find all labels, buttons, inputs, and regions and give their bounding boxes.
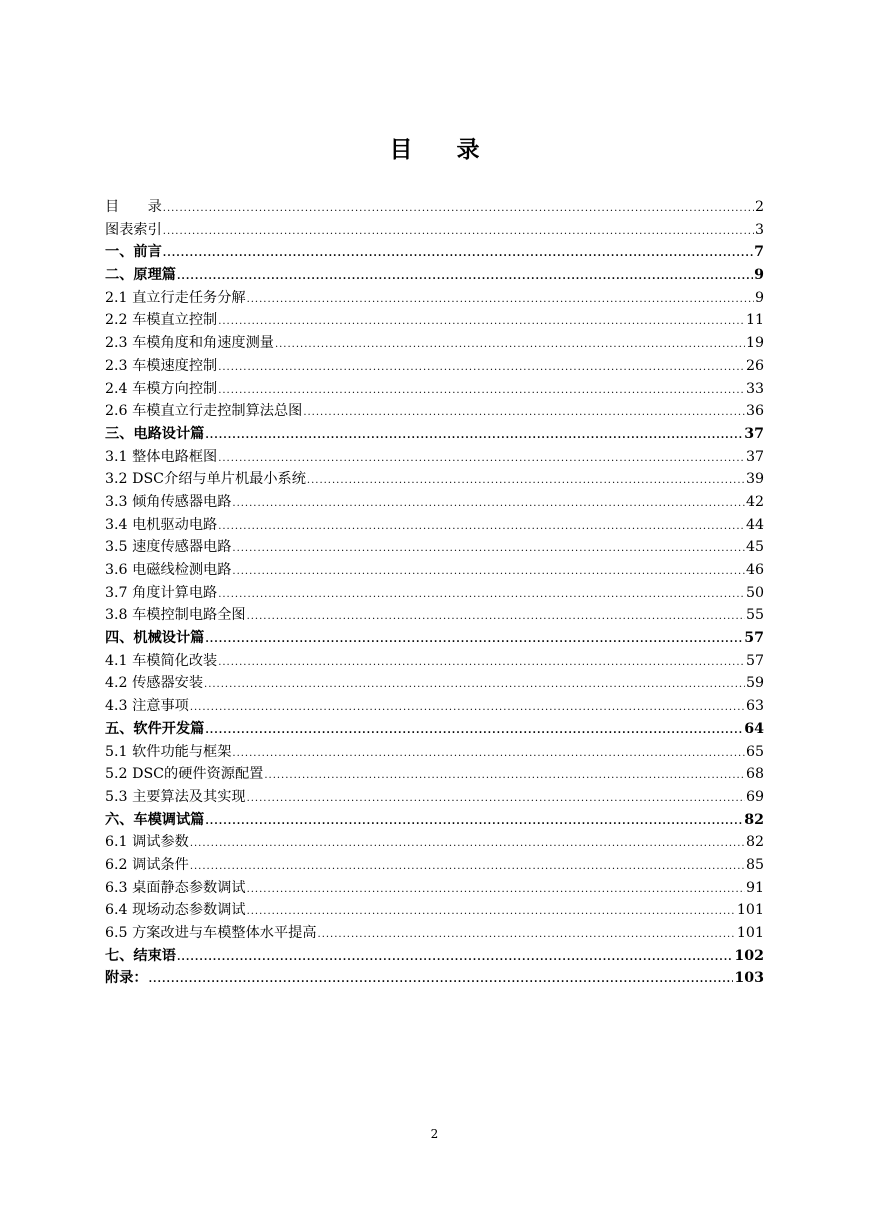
- toc-entry-label: 图表索引: [105, 221, 162, 238]
- toc-entry[interactable]: [105, 332, 764, 355]
- toc-leader-dots: [218, 448, 745, 471]
- toc-entry-label: 6.4 现场动态参数调试: [105, 902, 246, 919]
- toc-entry[interactable]: [105, 604, 764, 627]
- toc-entry[interactable]: [105, 309, 764, 332]
- toc-entry-page: 57: [745, 652, 764, 669]
- toc-entry-label: 四、机械设计篇: [105, 630, 205, 647]
- toc-entry-page: 39: [745, 471, 764, 488]
- page-number: 2: [430, 1127, 439, 1141]
- toc-entry-page: 9: [754, 289, 764, 306]
- toc-entry-label: 6.3 桌面静态参数调试: [105, 879, 246, 896]
- toc-leader-dots: [190, 833, 745, 856]
- toc-leader-dots: [190, 697, 745, 720]
- toc-entry-label: 4.3 注意事项: [105, 698, 189, 715]
- toc-entry[interactable]: [105, 899, 764, 922]
- toc-entry-label: 4.1 车模简化改装: [105, 652, 218, 669]
- toc-entry-page: 101: [736, 902, 764, 919]
- toc-entry-label: 2.6 车模直立行走控制算法总图: [105, 403, 303, 420]
- toc-entry-page: 2: [754, 199, 764, 215]
- toc-entry-label: 6.5 方案改进与车模整体水平提高: [105, 925, 317, 941]
- toc-entry-label: 目 录: [105, 199, 162, 215]
- toc-entry[interactable]: [105, 219, 764, 242]
- toc-entry[interactable]: [105, 786, 764, 809]
- toc-entry[interactable]: [105, 241, 764, 264]
- toc-entry-label: 3.4 电机驱动电路: [105, 516, 218, 533]
- toc-leader-dots: [218, 584, 745, 607]
- toc-entry-label: 3.6 电磁线检测电路: [105, 562, 232, 578]
- toc-entry[interactable]: [105, 627, 764, 650]
- toc-entry-page: 42: [745, 493, 764, 510]
- toc-entry-label: 二、原理篇: [105, 267, 176, 284]
- toc-entry-page: 63: [745, 698, 764, 715]
- toc-entry-label: 3.8 车模控制电路全图: [105, 607, 246, 624]
- toc-leader-dots: [149, 969, 734, 992]
- toc-entry[interactable]: [105, 536, 764, 559]
- toc-entry[interactable]: [105, 559, 764, 582]
- toc-entry[interactable]: [105, 582, 764, 605]
- toc-entry-label: 一、前言: [105, 244, 162, 261]
- toc-entry-page: 102: [734, 947, 764, 964]
- toc-leader-dots: [163, 243, 753, 266]
- toc-entry-label: 附录：: [105, 970, 148, 987]
- toc-entry-label: 3.5 速度传感器电路: [105, 539, 232, 556]
- toc-entry[interactable]: [105, 491, 764, 514]
- toc-leader-dots: [205, 629, 743, 652]
- toc-entry[interactable]: [105, 718, 764, 741]
- toc-entry-page: 19: [745, 335, 764, 352]
- toc-entry-page: 9: [754, 267, 764, 284]
- page-title-char-1: 目: [389, 136, 413, 163]
- toc-entry[interactable]: [105, 695, 764, 718]
- toc-entry[interactable]: [105, 922, 764, 945]
- toc-entry[interactable]: [105, 809, 764, 832]
- toc-entry[interactable]: [105, 400, 764, 423]
- toc-entry[interactable]: [105, 945, 764, 968]
- toc-entry-page: 69: [745, 788, 764, 805]
- toc-entry-label: 五、软件开发篇: [105, 720, 205, 737]
- toc-entry[interactable]: [105, 355, 764, 378]
- toc-leader-dots: [190, 856, 745, 879]
- table-of-contents: [105, 196, 764, 990]
- toc-entry-label: 2.1 直立行走任务分解: [105, 289, 246, 306]
- toc-leader-dots: [218, 357, 745, 380]
- toc-entry-page: 11: [745, 312, 764, 329]
- toc-leader-dots: [247, 788, 745, 811]
- toc-leader-dots: [163, 221, 754, 244]
- toc-entry[interactable]: [105, 854, 764, 877]
- toc-entry-page: 7: [754, 244, 764, 261]
- toc-entry-page: 101: [736, 925, 764, 941]
- toc-entry-page: 103: [734, 970, 764, 987]
- toc-entry-label: 七、结束语: [105, 947, 176, 964]
- toc-entry-label: 六、车模调试篇: [105, 811, 205, 828]
- toc-entry[interactable]: [105, 446, 764, 469]
- toc-leader-dots: [247, 901, 736, 924]
- toc-leader-dots: [177, 947, 733, 970]
- toc-entry[interactable]: [105, 877, 764, 900]
- toc-leader-dots: [205, 811, 743, 834]
- toc-leader-dots: [218, 652, 745, 675]
- toc-entry-label: 4.2 传感器安装: [105, 675, 204, 692]
- toc-entry[interactable]: [105, 423, 764, 446]
- toc-entry[interactable]: [105, 672, 764, 695]
- toc-entry-label: 2.4 车模方向控制: [105, 380, 218, 397]
- toc-entry[interactable]: [105, 741, 764, 764]
- toc-leader-dots: [232, 561, 745, 584]
- toc-leader-dots: [232, 743, 745, 766]
- toc-leader-dots: [264, 765, 745, 788]
- page-title-char-2: 录: [456, 136, 480, 163]
- toc-entry-page: 37: [745, 448, 764, 465]
- toc-leader-dots: [232, 538, 745, 561]
- toc-leader-dots: [303, 402, 745, 425]
- toc-entry-label: 5.1 软件功能与框架: [105, 743, 232, 760]
- toc-entry-page: 3: [754, 221, 764, 238]
- toc-entry[interactable]: [105, 287, 764, 310]
- toc-leader-dots: [218, 311, 745, 334]
- toc-leader-dots: [204, 674, 745, 697]
- toc-leader-dots: [247, 289, 754, 312]
- toc-leader-dots: [307, 470, 745, 493]
- toc-leader-dots: [275, 334, 745, 357]
- toc-entry[interactable]: [105, 763, 764, 786]
- toc-entry-label: 6.1 调试参数: [105, 834, 189, 851]
- toc-entry-page: 82: [744, 811, 764, 828]
- toc-entry-page: 64: [744, 720, 764, 737]
- toc-entry[interactable]: [105, 967, 764, 990]
- toc-entry[interactable]: [105, 196, 764, 219]
- toc-entry-page: 85: [745, 856, 764, 873]
- toc-entry[interactable]: [105, 831, 764, 854]
- toc-entry-label: 5.2 DSC的硬件资源配置: [105, 766, 264, 783]
- toc-leader-dots: [218, 516, 745, 539]
- toc-leader-dots: [318, 924, 736, 947]
- toc-entry-label: 2.2 车模直立控制: [105, 312, 218, 329]
- toc-entry-label: 6.2 调试条件: [105, 856, 189, 873]
- toc-entry-page: 46: [745, 562, 764, 578]
- toc-entry-page: 82: [745, 834, 764, 851]
- toc-entry[interactable]: [105, 468, 764, 491]
- toc-entry-page: 45: [745, 539, 764, 556]
- toc-entry-page: 65: [745, 743, 764, 760]
- toc-entry-page: 57: [744, 630, 764, 647]
- toc-entry-label: 3.2 DSC介绍与单片机最小系统: [105, 471, 306, 488]
- toc-entry-label: 三、电路设计篇: [105, 425, 205, 442]
- toc-entry-label: 5.3 主要算法及其实现: [105, 788, 246, 805]
- toc-entry-page: 50: [745, 584, 764, 601]
- toc-leader-dots: [218, 380, 745, 403]
- toc-entry-page: 37: [744, 425, 764, 442]
- toc-entry-label: 2.3 车模速度控制: [105, 357, 218, 374]
- toc-entry[interactable]: [105, 650, 764, 673]
- toc-leader-dots: [205, 720, 743, 743]
- toc-entry-page: 68: [745, 766, 764, 783]
- toc-leader-dots: [232, 493, 745, 516]
- toc-entry-label: 2.3 车模角度和角速度测量: [105, 335, 274, 352]
- toc-leader-dots: [247, 606, 745, 629]
- toc-entry-page: 26: [745, 357, 764, 374]
- toc-leader-dots: [205, 425, 743, 448]
- toc-leader-dots: [247, 879, 745, 902]
- toc-leader-dots: [163, 198, 754, 221]
- toc-entry-label: 3.3 倾角传感器电路: [105, 493, 232, 510]
- toc-entry-page: 91: [745, 879, 764, 896]
- toc-entry-page: 44: [745, 516, 764, 533]
- toc-entry-label: 3.1 整体电路框图: [105, 448, 218, 465]
- toc-entry-label: 3.7 角度计算电路: [105, 584, 218, 601]
- toc-entry[interactable]: [105, 514, 764, 537]
- page-title: [0, 131, 869, 164]
- toc-entry-page: 59: [745, 675, 764, 692]
- toc-leader-dots: [177, 266, 753, 289]
- toc-entry[interactable]: [105, 264, 764, 287]
- toc-entry-page: 33: [745, 380, 764, 397]
- toc-entry-page: 36: [745, 403, 764, 420]
- toc-entry[interactable]: [105, 378, 764, 401]
- toc-entry-page: 55: [745, 607, 764, 624]
